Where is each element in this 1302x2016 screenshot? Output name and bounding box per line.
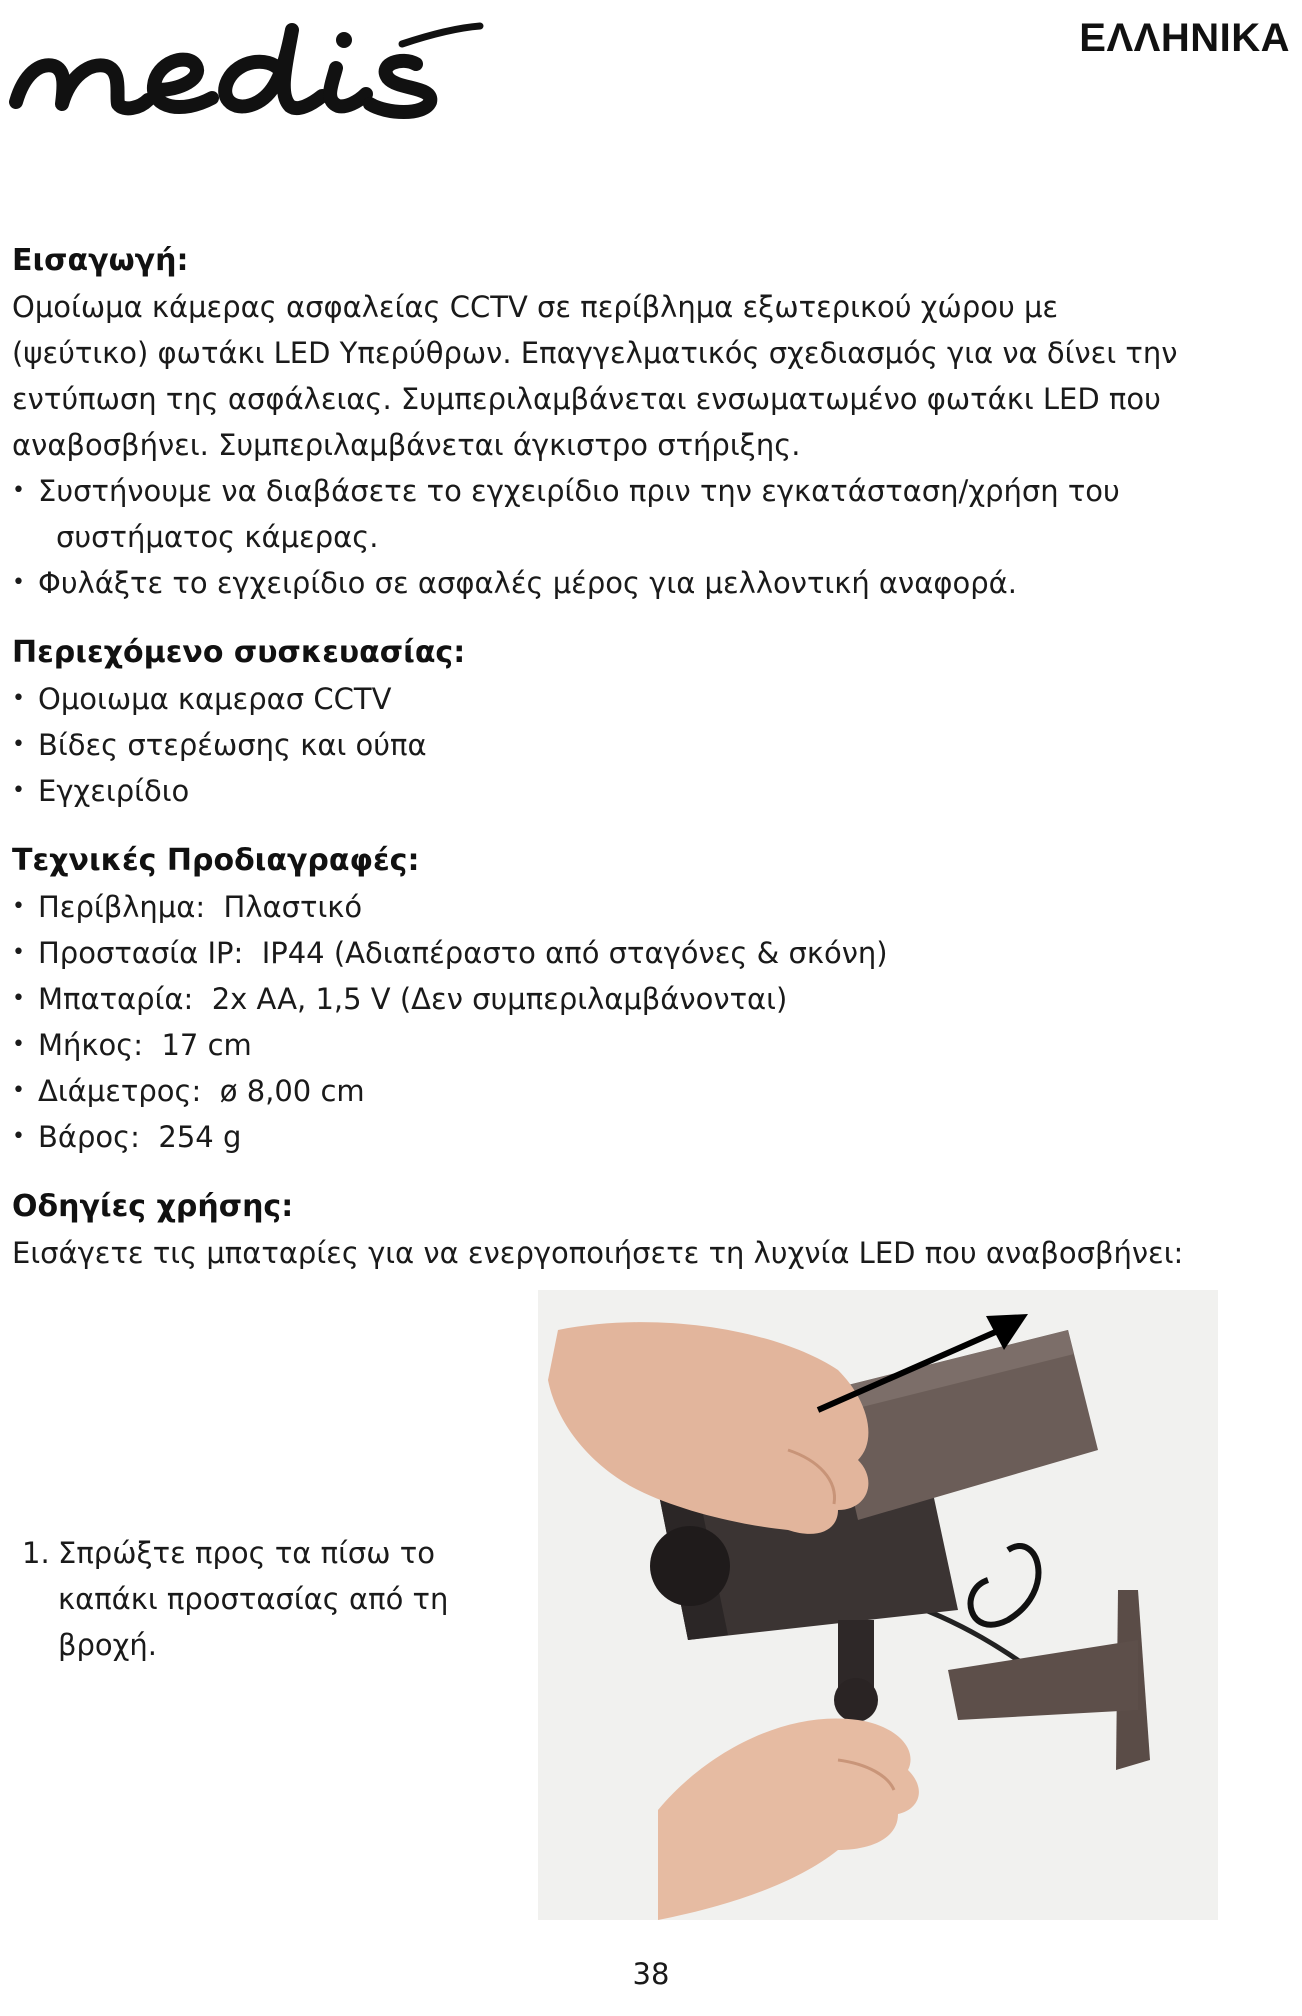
intro-section <box>12 238 1282 606</box>
package-list <box>12 676 1282 814</box>
intro-bullet-text-cont: συστήματος κάμερας. <box>56 520 379 554</box>
step-number: 1. <box>22 1536 50 1570</box>
list-item: • Βίδες στερέωσης και ούπα <box>12 722 1282 768</box>
list-item: • Εγχειρίδιο <box>12 768 1282 814</box>
page-number: 38 <box>632 1957 670 1991</box>
intro-line: (ψεύτικο) φωτάκι LED Υπερύθρων. Επαγγελματικός σχεδιασμός για να δίνει την <box>12 336 1178 370</box>
specs-heading: Τεχνικές Προδιαγραφές: <box>12 843 420 878</box>
step-text-line: καπάκι προστασίας από τη <box>58 1582 449 1616</box>
camera-cover-photo <box>538 1290 1218 1920</box>
intro-line: αναβοσβήνει. Συμπεριλαμβάνεται άγκιστρο στήριξης. <box>12 428 801 462</box>
intro-bullet: • Φυλάξτε το εγχειρίδιο σε ασφαλές μέρος για μελλοντική αναφορά. <box>12 560 1282 606</box>
intro-bullets <box>12 468 1282 606</box>
spec-item: • Προστασία IP: IP44 (Αδιαπέραστο από σταγόνες & σκόνη) <box>12 930 1282 976</box>
specs-section <box>12 838 1282 1160</box>
intro-line: εντύπωση της ασφάλειας. Συμπεριλαμβάνεται ενσωματωμένο φωτάκι LED που <box>12 382 1161 416</box>
package-heading: Περιεχόμενο συσκευασίας: <box>12 635 466 670</box>
intro-line: Ομοίωμα κάμερας ασφαλείας CCTV σε περίβλημα εξωτερικού χώρου με <box>12 290 1059 324</box>
spec-item: • Διάμετρος: ø 8,00 cm <box>12 1068 1282 1114</box>
document-body <box>12 238 1282 1300</box>
usage-section <box>12 1184 1282 1276</box>
intro-heading: Εισαγωγή: <box>12 243 189 278</box>
intro-bullet-text: Συστήνουμε να διαβάσετε το εγχειρίδιο πριν την εγκατάσταση/χρήση του <box>38 474 1120 508</box>
language-label: ΕΛΛΗΝΙΚΑ <box>1079 16 1290 60</box>
package-section <box>12 630 1282 814</box>
step-text-line: Σπρώξτε προς τα πίσω το <box>58 1536 435 1570</box>
step-text-line: βροχή. <box>58 1628 158 1662</box>
spec-item: • Βάρος: 254 g <box>12 1114 1282 1160</box>
usage-text: Εισάγετε τις μπαταρίες για να ενεργοποιήσετε τη λυχνία LED που αναβοσβήνει: <box>12 1236 1184 1270</box>
specs-list <box>12 884 1282 1160</box>
step-1 <box>22 1530 492 1668</box>
nedis-logo <box>6 4 490 134</box>
usage-heading: Οδηγίες χρήσης: <box>12 1189 294 1224</box>
spec-item: • Μήκος: 17 cm <box>12 1022 1282 1068</box>
spec-item: • Περίβλημα: Πλαστικό <box>12 884 1282 930</box>
list-item: • Ομοιωμα καμερασ CCTV <box>12 676 1282 722</box>
spec-item: • Μπαταρία: 2x AA, 1,5 V (Δεν συμπεριλαμβάνονται) <box>12 976 1282 1022</box>
intro-bullet <box>12 468 1282 560</box>
